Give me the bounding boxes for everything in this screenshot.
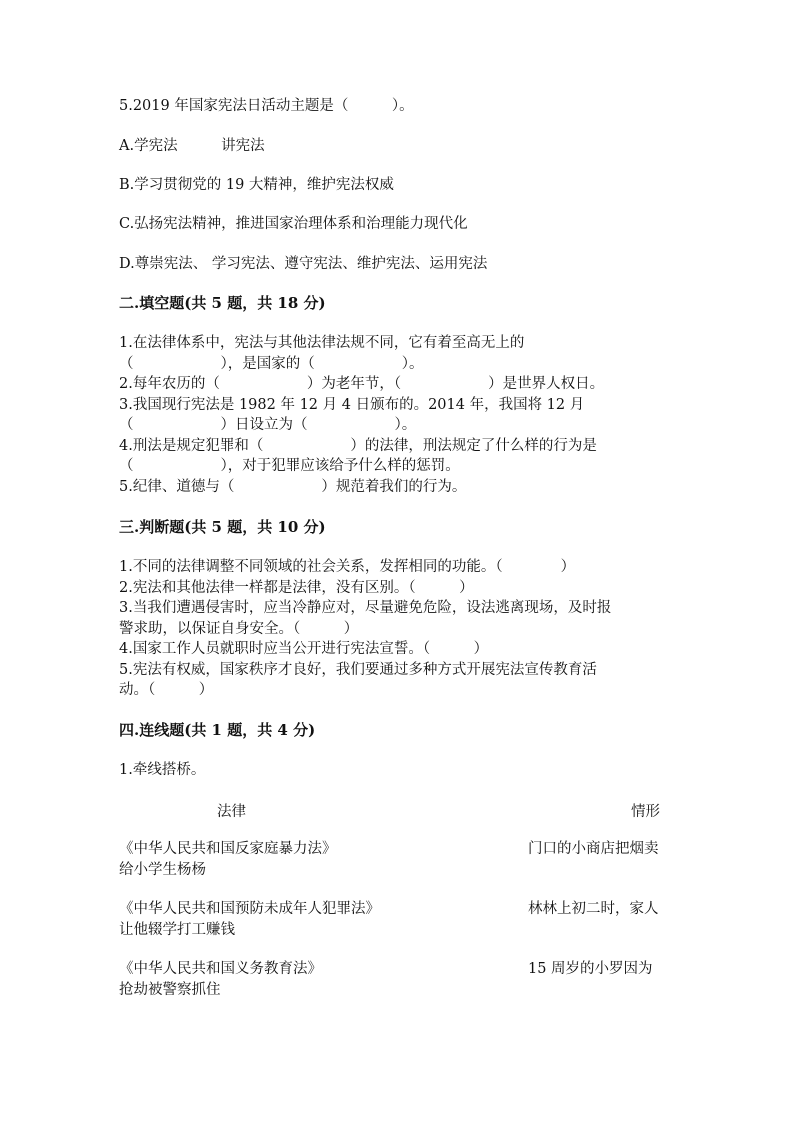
match-case: 门口的小商店把烟卖 bbox=[528, 841, 659, 857]
judge-line: 4.国家工作人员就职时应当公开进行宪法宣誓。（ ） bbox=[119, 641, 489, 657]
judge-line: 5.宪法有权威，国家秩序才良好，我们要通过多种方式开展宪法宣传教育活 bbox=[119, 661, 597, 678]
match-law: 《中华人民共和国义务教育法》 bbox=[119, 961, 322, 977]
q5-option-d: D.尊崇宪法、 学习宪法、遵守宪法、维护宪法、运用宪法 bbox=[119, 256, 488, 272]
q5-option-a: A.学宪法 讲宪法 bbox=[119, 138, 265, 154]
fill-line: （ ），对于犯罪应该给予什么样的惩罚。 bbox=[119, 458, 460, 474]
judge-heading: 三.判断题(共 5 题，共 10 分) bbox=[119, 518, 326, 536]
q5-option-c: C.弘扬宪法精神，推进国家治理体系和治理能力现代化 bbox=[119, 216, 468, 232]
match-question: 1.牵线搭桥。 bbox=[119, 762, 206, 778]
match-case-continued: 抢劫被警察抓住 bbox=[119, 982, 221, 998]
fill-line: 4.刑法是规定犯罪和（ ）的法律，刑法规定了什么样的行为是 bbox=[119, 437, 597, 454]
fill-line: （ ）日设立为（ ）。 bbox=[119, 417, 417, 433]
fill-line: （ ），是国家的（ ）。 bbox=[119, 355, 424, 372]
fill-heading: 二.填空题(共 5 题，共 18 分) bbox=[119, 294, 326, 312]
judge-line: 2.宪法和其他法律一样都是法律，没有区别。（ ） bbox=[119, 579, 474, 596]
judge-line: 警求助，以保证自身安全。（ ） bbox=[119, 620, 359, 637]
judge-questions bbox=[119, 557, 679, 701]
fill-line: 1.在法律体系中，宪法与其他法律法规不同，它有着至高无上的 bbox=[119, 335, 525, 351]
fill-questions bbox=[119, 333, 679, 497]
fill-line: 5.纪律、道德与（ ）规范着我们的行为。 bbox=[119, 478, 467, 495]
judge-line: 1.不同的法律调整不同领域的社会关系，发挥相同的功能。（ ） bbox=[119, 559, 576, 575]
judge-line: 3.当我们遭遇侵害时，应当冷静应对，尽量避免危险，设法逃离现场，及时报 bbox=[119, 600, 612, 616]
match-column-case: 情形 bbox=[631, 804, 660, 820]
q5-stem: 5.2019 年国家宪法日活动主题是（ ）。 bbox=[119, 98, 414, 114]
q5-option-b: B.学习贯彻党的 19 大精神，维护宪法权威 bbox=[119, 177, 394, 193]
fill-line: 3.我国现行宪法是 1982 年 12 月 4 日颁布的。2014 年，我国将 12 月 bbox=[119, 396, 585, 413]
match-case: 15 周岁的小罗因为 bbox=[528, 961, 653, 977]
match-law: 《中华人民共和国反家庭暴力法》 bbox=[119, 841, 337, 857]
match-heading: 四.连线题(共 1 题，共 4 分) bbox=[119, 721, 316, 739]
match-case: 林林上初二时，家人 bbox=[528, 901, 659, 917]
match-case-continued: 给小学生杨杨 bbox=[119, 862, 206, 878]
fill-line: 2.每年农历的（ ）为老年节，（ ）是世界人权日。 bbox=[119, 376, 605, 392]
match-law: 《中华人民共和国预防未成年人犯罪法》 bbox=[119, 901, 380, 917]
match-column-law: 法律 bbox=[217, 804, 246, 820]
match-case-continued: 让他辍学打工赚钱 bbox=[119, 922, 235, 938]
judge-line: 动。（ ） bbox=[119, 682, 214, 698]
